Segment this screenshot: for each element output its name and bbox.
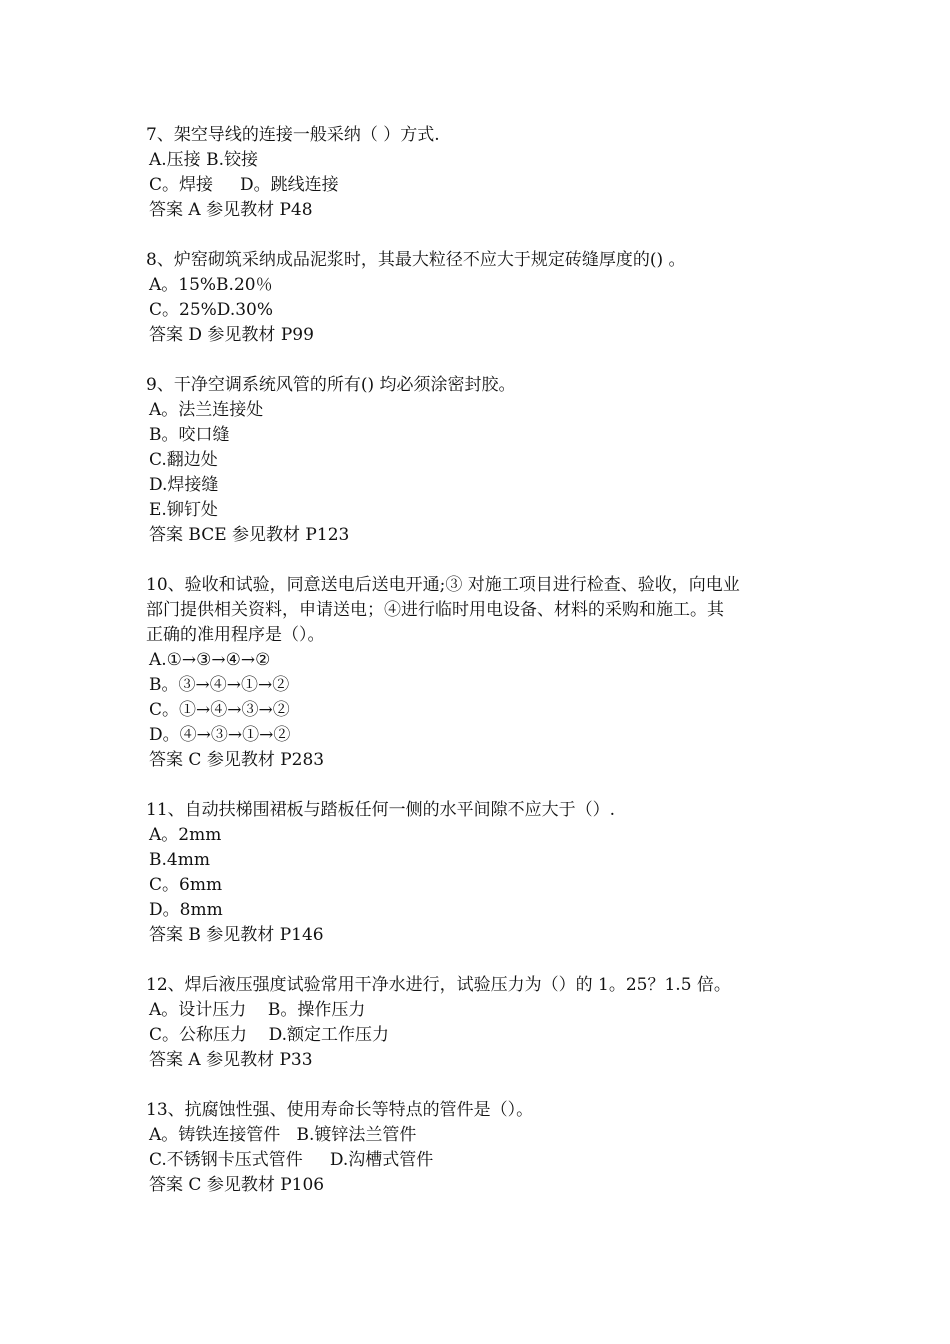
question-option: C。6mm	[149, 875, 223, 895]
question-8	[146, 248, 816, 348]
question-answer: 答案 A 参见教材 P48	[149, 200, 313, 220]
question-option: D。8mm	[149, 900, 223, 920]
question-stem: 11、自动扶梯围裙板与踏板任何一侧的水平间隙不应大于（）.	[146, 800, 616, 820]
question-13	[146, 1098, 816, 1198]
question-answer: 答案 C 参见教材 P283	[149, 750, 325, 770]
question-option: C。公称压力 D.额定工作压力	[149, 1025, 390, 1045]
question-option: A.①→③→④→②	[149, 650, 271, 670]
question-9	[146, 373, 816, 548]
question-option: A。15%B.20％	[149, 275, 273, 295]
question-option: C。25%D.30%	[149, 300, 274, 320]
question-stem: 9、干净空调系统风管的所有() 均必须涂密封胶。	[146, 375, 516, 395]
question-list	[146, 123, 816, 1223]
question-stem: 12、焊后液压强度试验常用干净水进行，试验压力为（）的 1。25？1.5 倍。	[146, 975, 731, 995]
question-answer: 答案 A 参见教材 P33	[149, 1050, 313, 1070]
question-10	[146, 573, 816, 773]
question-option: B。咬口缝	[149, 425, 230, 445]
question-option: C.不锈钢卡压式管件 D.沟槽式管件	[149, 1150, 434, 1170]
question-option: C.翻边处	[149, 450, 218, 470]
question-answer: 答案 BCE 参见教材 P123	[149, 525, 350, 545]
question-answer: 答案 D 参见教材 P99	[149, 325, 314, 345]
question-option: A。法兰连接处	[149, 400, 264, 420]
question-stem-line: 部门提供相关资料，申请送电；④进行临时用电设备、材料的采购和施工。其	[146, 600, 724, 620]
question-option: D.焊接缝	[149, 475, 219, 495]
question-answer: 答案 B 参见教材 P146	[149, 925, 324, 945]
question-option: B。③→④→①→②	[149, 675, 290, 695]
question-stem-line: 10、验收和试验，同意送电后送电开通;③ 对施工项目进行检查、验收，向电业	[146, 575, 740, 595]
question-option: B.4mm	[149, 850, 210, 870]
question-answer: 答案 C 参见教材 P106	[149, 1175, 325, 1195]
question-option: A。设计压力 B。操作压力	[149, 1000, 366, 1020]
question-stem: 13、抗腐蚀性强、使用寿命长等特点的管件是（）。	[146, 1100, 534, 1120]
question-option: A.压接 B.铰接	[149, 150, 258, 170]
question-option: A。2mm	[149, 825, 222, 845]
question-7	[146, 123, 816, 223]
question-option: C。①→④→③→②	[149, 700, 290, 720]
question-option: E.铆钉处	[149, 500, 218, 520]
question-option: A。铸铁连接管件 B.镀锌法兰管件	[149, 1125, 417, 1145]
question-stem-line: 正确的准用程序是（）。	[146, 625, 325, 645]
question-stem: 8、炉窑砌筑采纳成品泥浆时，其最大粒径不应大于规定砖缝厚度的() 。	[146, 250, 686, 270]
question-stem: 7、架空导线的连接一般采纳（ ）方式.	[146, 125, 440, 145]
question-option: C。焊接 D。跳线连接	[149, 175, 339, 195]
question-11	[146, 798, 816, 948]
question-option: D。④→③→①→②	[149, 725, 291, 745]
question-12	[146, 973, 816, 1073]
